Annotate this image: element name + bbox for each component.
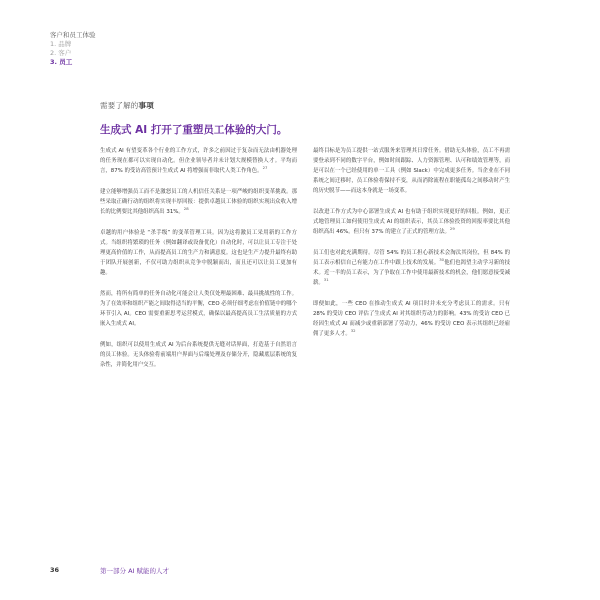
breadcrumb-item-customer[interactable]: 2. 客户 xyxy=(50,49,72,57)
paragraph: 例如，组织可以使用生成式 AI 为后台系统提供无缝对话界面，打造基于自然语言的员工体验。无头体验将前端用户界面与后端处理及存储分开，隐藏底层系统的复杂性，并简化用户交互。 xyxy=(100,342,297,368)
right-column xyxy=(313,146,510,350)
breadcrumb-title: 客户和员工体验 xyxy=(50,31,96,39)
section-label-prefix: 需要了解的 xyxy=(100,101,139,110)
paragraph: 卓越的用户体验是 “杀手级” 的变革管理工具。因为这将激员工采用新的工作方式。当组织将繁琐的任务（例如翻译或设备优化）自动化时，可以让员工专注于处理更高价值的工作，从而提高员工的生产力和满意度。这也是生产力提升最终有助于团队开展创新，不仅可助力组织从竞争中脱颖而出，而且还可以让员工更加有趣。 xyxy=(100,230,297,276)
breadcrumb-item-employee[interactable]: 3. 员工 xyxy=(50,58,73,66)
paragraph: 以改进工作方式为中心部署生成式 AI 也有助于组织实现更好的回报。例如，更正式地管理员工如何使用生成式 AI 的组织表示，其员工体验投资的回报率要比其他组织高出 46%。但只有 37% 的建立了正式的管理方法。$^{29}$ xyxy=(313,209,510,235)
paragraph: 生成式 AI 有望变革各个行业的工作方式，许多之前因过于复杂而无法由机器处理的任务现在都可以实现自动化。但企业领导者并未计划大规模替换人才。平均而言，87% 的受访高管预计生成式 AI 将增强而非取代人类工作角色。$^{27}$ xyxy=(100,148,297,174)
left-column xyxy=(100,146,297,381)
footnote-ref[interactable]: 32 xyxy=(350,328,356,334)
section-label-strong: 事项 xyxy=(138,101,154,110)
footnote-ref[interactable]: 27 xyxy=(262,165,268,171)
footnote-ref[interactable]: 29 xyxy=(449,226,455,232)
section-label xyxy=(100,100,154,111)
paragraph: 建立能够增强员工而不是激怒员工的人机信任关系是一项严峻的组织变革挑战。那些采取正确行动的组织将实现丰厚回报：提供卓越员工体验的组织实现出众收入增长的比例要比其他组织高出 31%。$^{28}$ xyxy=(100,189,297,215)
footer-section-title: 第一部分 AI 赋能的人才 xyxy=(100,567,169,575)
page-headline: 生成式 AI 打开了重塑员工体验的大门。 xyxy=(100,124,288,136)
paragraph: 最终目标是为员工提供一站式服务来管理其日常任务。借助无头体验，员工不再需要登录到不同的数字平台，例如时间跟踪、人力资源管理、认可和绩效管理等，而是可以在一个已经使用的单一工具（例如 Slack）中完成更多任务。当企业在不同系统之间迁移时，员工体验将保持不变，从而消除流程在职能孤岛之间移动时产生的历史脱节——而这本身就是一场变革。 xyxy=(313,148,510,194)
footnote-ref[interactable]: 28 xyxy=(183,206,189,212)
footnote-ref[interactable]: 30 xyxy=(439,257,445,263)
paragraph: 员工们也对此充满期待。尽管 54% 的员工担心新技术会淘汰其岗位，但 84% 的员工表示相信自己有能力在工作中跟上技术的发展。$^{30}$他们也渴望主动学习新的技术。近一半的员工表示，为了争取在工作中使用最新技术的机会，他们愿意接受减薪。$^{31}$ xyxy=(313,250,510,286)
page-number: 36 xyxy=(50,566,60,574)
paragraph: 然而，将所有简单的任务自动化可能会让人类仅处理最困难、最具挑战性的工作。为了在效率和组织产能之间取得适当的平衡，CEO 必须仔细考虑在价值链中的哪个环节引入 AI。CEO 需要重新思考运营模式，确保以最高提高员工生活质量的方式嵌入生成式 AI。 xyxy=(100,291,297,327)
paragraph: 即便如此，一些 CEO 在推动生成式 AI 项目时并未充分考虑员工的需求。只有 28% 的受访 CEO 评估了生成式 AI 对其组织劳动力的影响。43% 的受访 CEO 已经因生成式 AI 而减少或重新部署了劳动力，46% 的受访 CEO 表示其组织已经雇佣了更多人才。$^{32}$ xyxy=(313,301,510,337)
footnote-ref[interactable]: 31 xyxy=(323,277,329,283)
breadcrumb-item-brand[interactable]: 1. 品牌 xyxy=(50,40,72,48)
breadcrumb xyxy=(50,31,96,67)
